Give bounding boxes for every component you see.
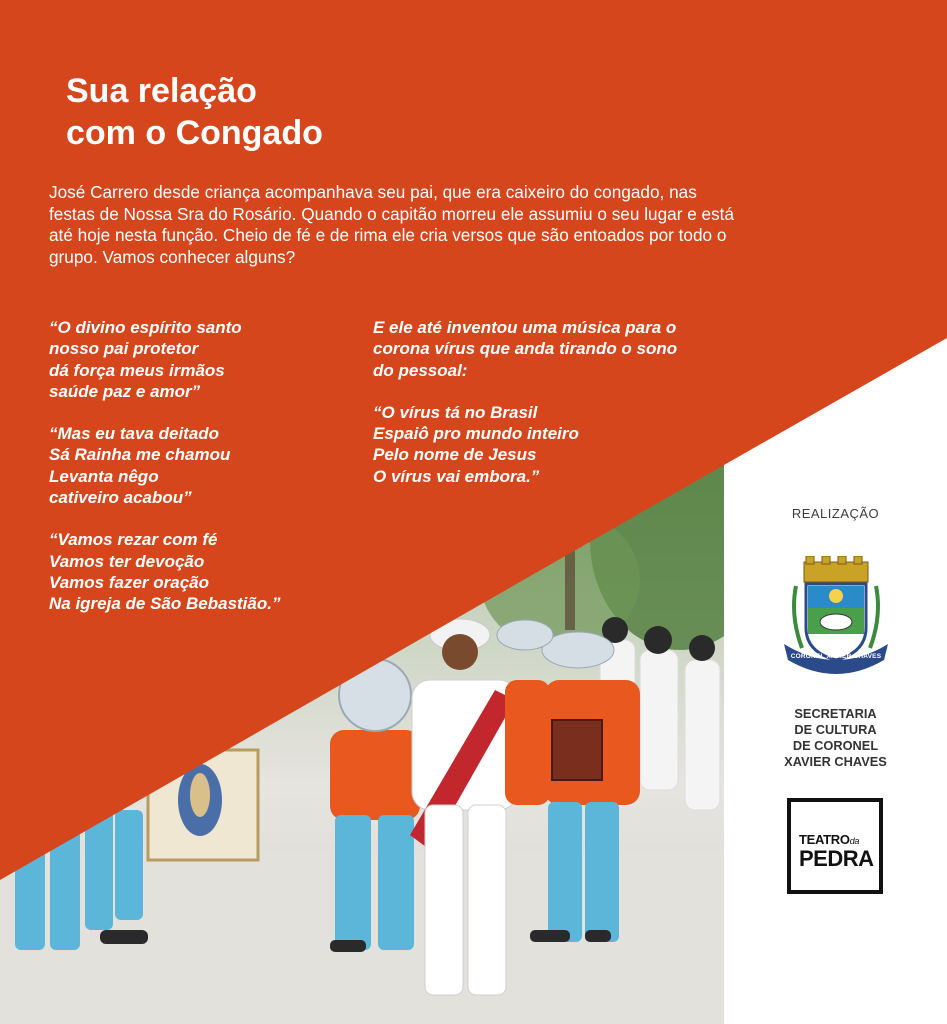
verse-line: do pessoal: <box>373 360 468 380</box>
teatro-da-pedra-logo <box>787 798 883 894</box>
secretaria-line: DE CORONEL <box>792 738 879 753</box>
verses-right-column <box>373 317 733 508</box>
verse-line: “Mas eu tava deitado <box>49 424 220 444</box>
page-title <box>66 70 466 154</box>
verse-line: dá força meus irmãos <box>49 360 225 380</box>
credits-sidebar <box>724 500 947 920</box>
crest-ribbon-text: CORONEL XAVIER CHAVES <box>790 653 882 660</box>
secretaria-label <box>744 706 927 770</box>
verse-line: Sá Rainha me chamou <box>49 445 231 465</box>
verse-line: E ele até inventou uma música para o <box>373 318 677 337</box>
verse-line: O vírus vai embora.” <box>373 466 540 486</box>
verse-line: saúde paz e amor” <box>49 381 201 401</box>
verse-stanza <box>49 317 369 402</box>
verse-line: nosso pai protetor <box>49 339 199 359</box>
teatro-word: TEATRO <box>799 832 850 847</box>
secretaria-line: XAVIER CHAVES <box>784 754 887 769</box>
title-line-2: com o Congado <box>66 114 323 152</box>
verse-line: corona vírus que anda tirando o sono <box>373 339 678 359</box>
verse-line: “O divino espírito santo <box>49 318 242 337</box>
verses-left-column <box>49 317 369 636</box>
teatro-da: da <box>849 836 860 846</box>
verse-stanza <box>49 423 369 508</box>
teatro-logo-top <box>799 832 859 847</box>
verse-line: “O vírus tá no Brasil <box>373 402 538 422</box>
verse-line: Vamos ter devoção <box>49 551 205 571</box>
verse-intro <box>373 317 733 381</box>
verse-line: Espaiô pro mundo inteiro <box>373 424 579 444</box>
title-line-1: Sua relação <box>66 72 257 110</box>
verse-line: “Vamos rezar com fé <box>49 530 218 550</box>
secretaria-line: DE CULTURA <box>794 722 877 737</box>
verse-line: Levanta nêgo <box>49 466 159 486</box>
verse-line: Vamos fazer oração <box>49 572 209 592</box>
secretaria-line: SECRETARIA <box>794 706 877 721</box>
verse-line: Na igreja de São Bebastião.” <box>49 594 281 614</box>
intro-paragraph: José Carrero desde criança acompanhava seu pai, que era caixeiro do congado, nas festas de Nossa Sra do Rosário. Quando o capitão morreu ele assumiu o seu lugar e está até hoje nesta função. Cheio de fé e de rima ele cria versos que são entoados por todo o grupo. Vamos conhecer alguns? <box>49 182 735 267</box>
verse-stanza <box>49 529 369 614</box>
teatro-pedra: PEDRA <box>799 846 874 871</box>
verse-stanza <box>373 402 733 487</box>
verse-line: Pelo nome de Jesus <box>373 445 537 465</box>
verse-line: cativeiro acabou” <box>49 488 192 508</box>
realizacao-label: REALIZAÇÃO <box>791 506 880 521</box>
